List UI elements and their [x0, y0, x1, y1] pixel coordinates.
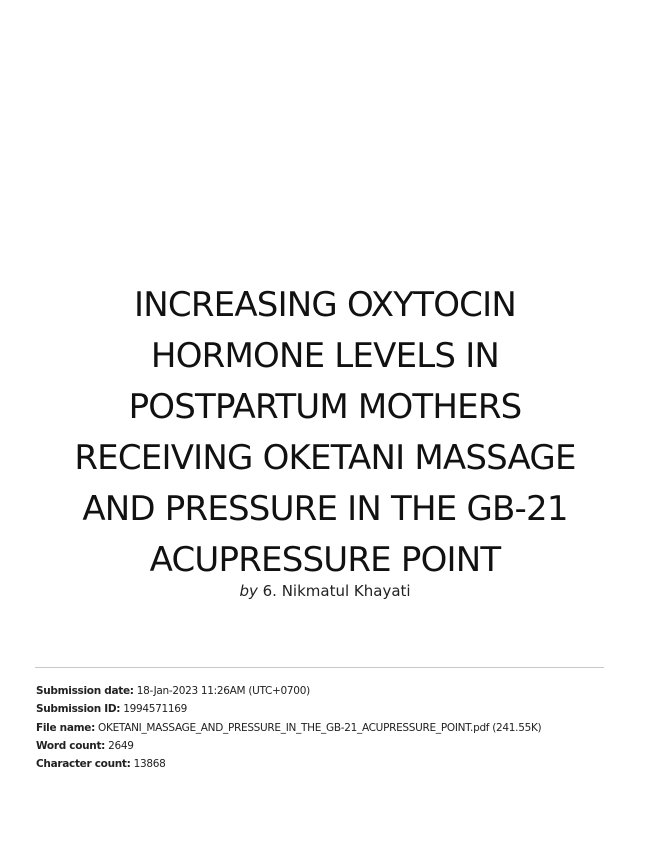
word-count-row: [36, 737, 626, 755]
title-line-5: AND PRESSURE IN THE GB-21: [82, 489, 568, 529]
title-line-4: RECEIVING OKETANI MASSAGE: [74, 438, 576, 478]
word-count-value: 2649: [108, 739, 134, 752]
submission-date-row: [36, 682, 626, 700]
author-byline: [20, 582, 630, 600]
title-line-6: ACUPRESSURE POINT: [149, 540, 501, 580]
character-count-row: [36, 755, 626, 773]
word-count-label: Word count:: [36, 739, 106, 752]
submission-date-value: 18-Jan-2023 11:26AM (UTC+0700): [136, 685, 310, 697]
document-title: [20, 280, 630, 586]
title-line-3: POSTPARTUM MOTHERS: [128, 387, 522, 427]
file-name-label: File name:: [36, 721, 95, 734]
title-line-1: INCREASING OXYTOCIN: [134, 285, 516, 325]
submission-id-label: Submission ID:: [36, 703, 121, 716]
file-name-row: [36, 719, 626, 737]
title-line-2: HORMONE LEVELS IN: [150, 336, 500, 376]
divider: [35, 667, 604, 668]
submission-date-label: Submission date:: [36, 685, 134, 697]
file-name-value: OKETANI_MASSAGE_AND_PRESSURE_IN_THE_GB-21_ACUPRESSURE_POINT.pdf (241.55K): [98, 721, 542, 734]
author-name: 6. Nikmatul Khayati: [262, 582, 411, 600]
byline-prefix: by: [239, 582, 258, 600]
submission-id-value: 1994571169: [123, 703, 188, 716]
submission-details: [36, 682, 626, 773]
submission-id-row: [36, 700, 626, 718]
character-count-label: Character count:: [36, 758, 131, 771]
character-count-value: 13868: [133, 758, 166, 771]
